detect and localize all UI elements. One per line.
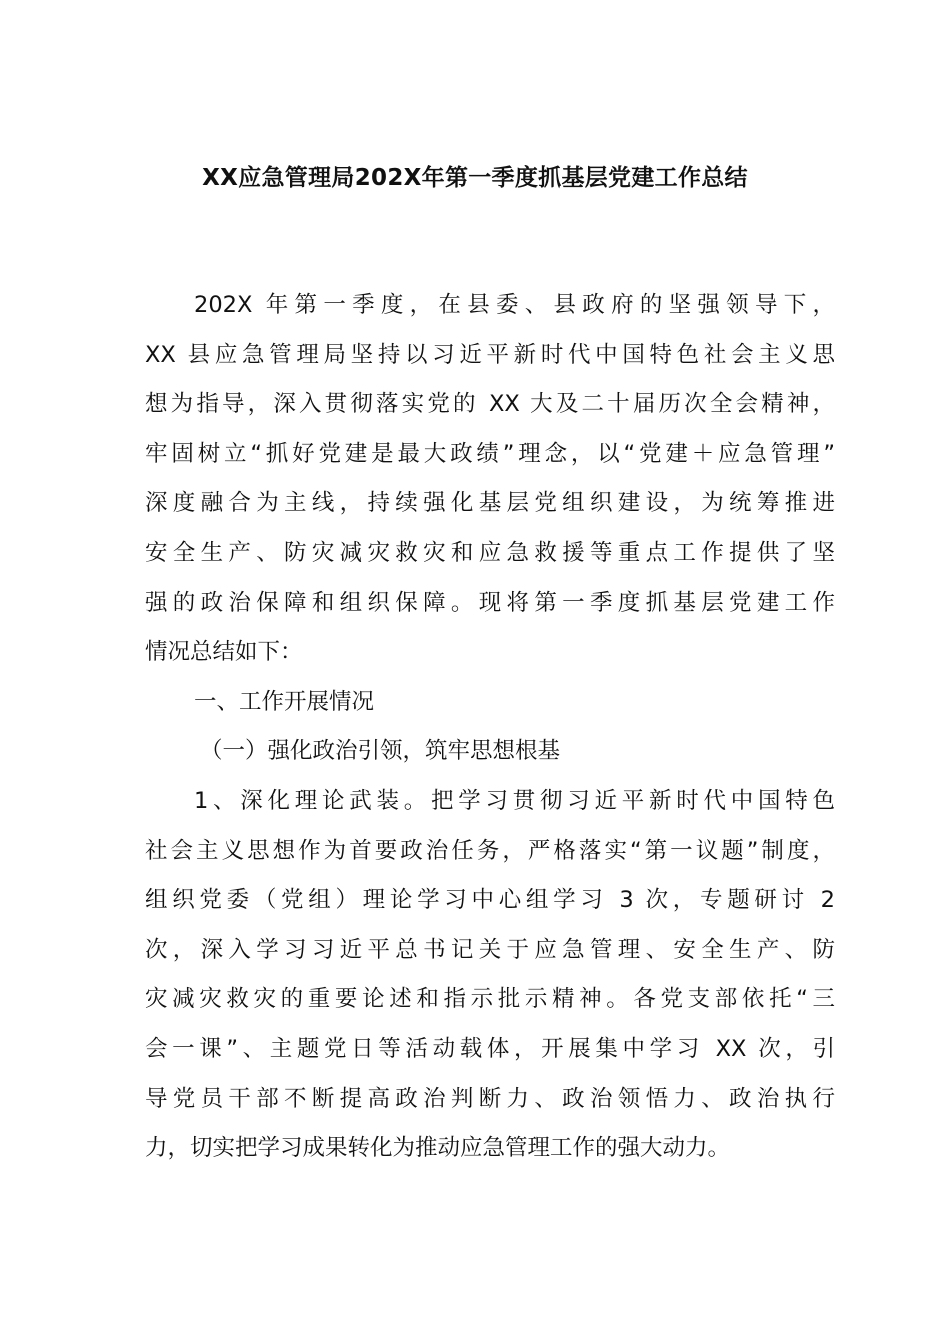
item-line: 灾减灾救灾的重要论述和指示批示精神。各党支部依托“三 [145, 986, 835, 1013]
item-line: 会一课”、主题党日等活动载体，开展集中学习 XX 次，引 [145, 1035, 835, 1062]
item-line: 力，切实把学习成果转化为推动应急管理工作的强大动力。 [145, 1135, 731, 1162]
item-line: 导党员干部不断提高政治判断力、政治领悟力、政治执行 [145, 1085, 835, 1112]
subsection-heading: （一）强化政治引领，筑牢思想根基 [200, 738, 561, 765]
item-line: 社会主义思想作为首要政治任务，严格落实“第一议题”制度， [145, 837, 835, 864]
intro-line: XX 县应急管理局坚持以习近平新时代中国特色社会主义思 [145, 341, 835, 368]
item-line: 组织党委（党组）理论学习中心组学习 3 次，专题研讨 2 [145, 887, 835, 914]
intro-line: 想为指导，深入贯彻落实党的 XX 大及二十届历次全会精神， [145, 391, 835, 418]
intro-line: 202X 年第一季度，在县委、县政府的坚强领导下， [194, 292, 835, 318]
document-title: XX应急管理局202X年第一季度抓基层党建工作总结 [202, 165, 748, 191]
intro-line: 强的政治保障和组织保障。现将第一季度抓基层党建工作 [145, 589, 835, 616]
section-heading: 一、工作开展情况 [194, 688, 375, 715]
item-line: 1、深化理论武装。把学习贯彻习近平新时代中国特色 [194, 787, 835, 814]
intro-line: 安全生产、防灾减灾救灾和应急救援等重点工作提供了坚 [145, 539, 835, 566]
document-body [145, 281, 835, 1174]
intro-line: 深度融合为主线，持续强化基层党组织建设，为统筹推进 [145, 490, 835, 517]
item-line: 次，深入学习习近平总书记关于应急管理、安全生产、防 [145, 936, 835, 963]
intro-line: 牢固树立“抓好党建是最大政绩”理念，以“党建＋应急管理” [145, 440, 835, 467]
intro-line: 情况总结如下： [145, 639, 303, 666]
